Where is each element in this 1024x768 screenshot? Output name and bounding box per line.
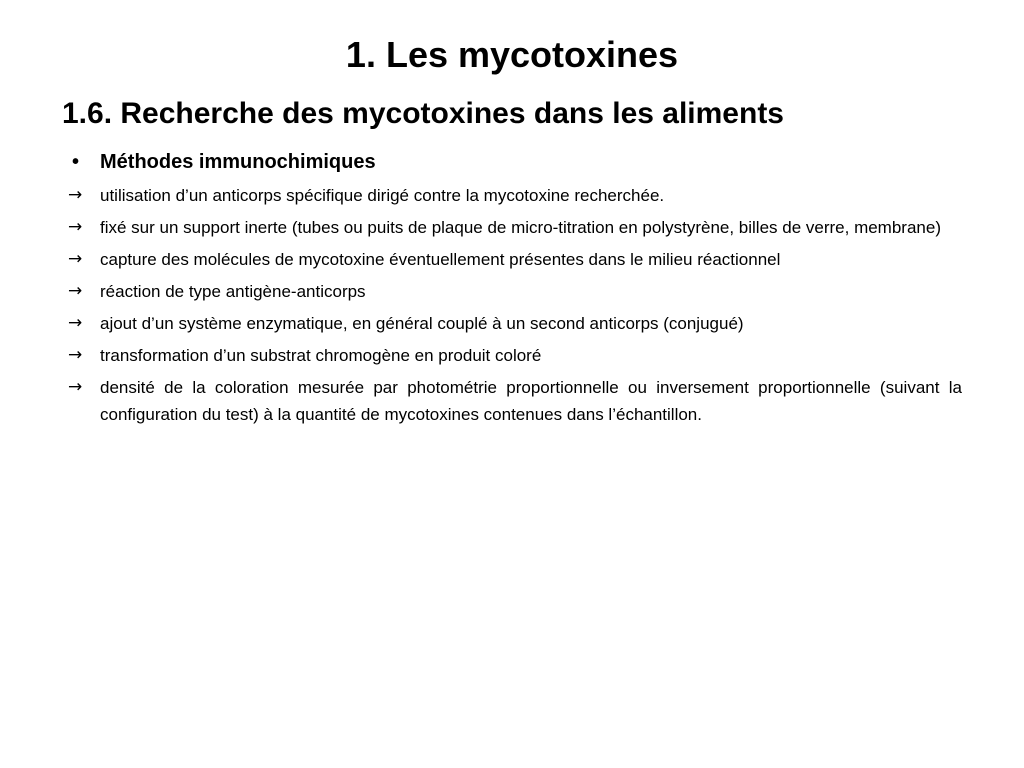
list-item-text: densité de la coloration mesurée par photométrie proportionnelle ou inversement proportionnelle (suivant la configuration du test) à la quantité de mycotoxines contenues dans l’échantillon.	[100, 378, 962, 424]
right-arrow-icon: →	[68, 345, 83, 365]
bullet-icon: •	[72, 151, 80, 173]
list-item-text: utilisation d’un anticorps spécifique dirigé contre la mycotoxine recherchée.	[100, 186, 665, 205]
right-arrow-icon: →	[68, 313, 83, 333]
list-item	[62, 342, 962, 369]
list-item	[62, 310, 962, 337]
list-item-text: ajout d’un système enzymatique, en général couplé à un second anticorps (conjugué)	[100, 314, 744, 333]
right-arrow-icon: →	[68, 217, 83, 237]
list-item-text: réaction de type antigène-anticorps	[100, 282, 366, 301]
content-list	[62, 146, 962, 433]
list-item	[62, 374, 962, 428]
right-arrow-icon: →	[68, 185, 83, 205]
list-item-text: fixé sur un support inerte (tubes ou puits de plaque de micro-titration en polystyrène, billes de verre, membrane)	[100, 218, 941, 237]
list-item	[62, 246, 962, 273]
list-item-text: capture des molécules de mycotoxine éventuellement présentes dans le milieu réactionnel	[100, 250, 781, 269]
section-heading	[62, 146, 962, 178]
list-item	[62, 278, 962, 305]
list-item-text: transformation d’un substrat chromogène en produit coloré	[100, 346, 542, 365]
slide-subtitle: 1.6. Recherche des mycotoxines dans les aliments	[62, 97, 784, 130]
section-heading-label: Méthodes immunochimiques	[100, 151, 376, 173]
right-arrow-icon: →	[68, 377, 83, 397]
right-arrow-icon: →	[68, 281, 83, 301]
list-item	[62, 214, 962, 241]
list-item	[62, 182, 962, 209]
right-arrow-icon: →	[68, 249, 83, 269]
slide-title: 1. Les mycotoxines	[345, 34, 679, 75]
